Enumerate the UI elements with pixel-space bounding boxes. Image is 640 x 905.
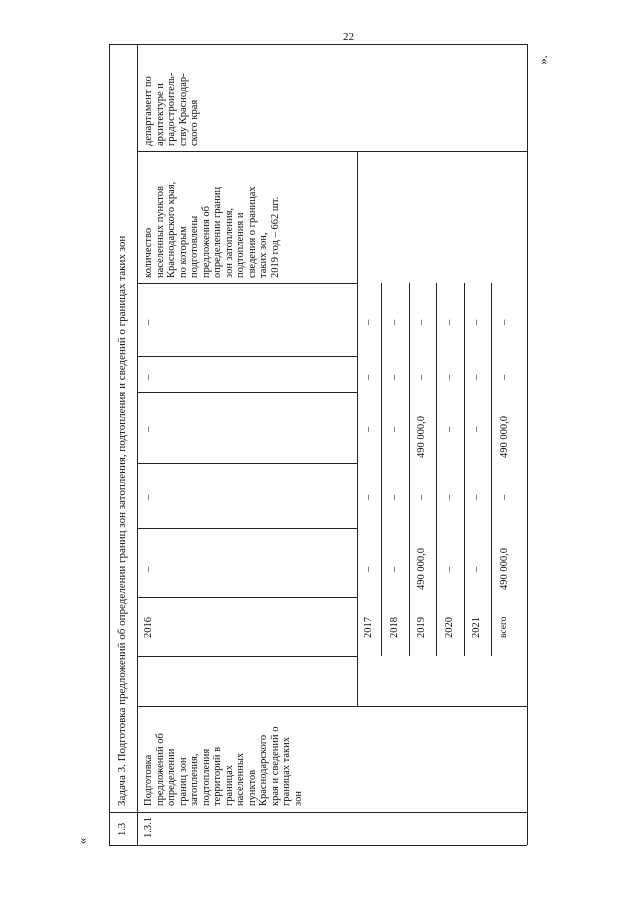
table-border	[436, 283, 437, 656]
table-border	[137, 151, 527, 152]
table-border	[137, 356, 357, 357]
year-cell: всего	[499, 616, 509, 638]
amount-cell: –	[143, 426, 154, 432]
amount-cell: –	[471, 566, 482, 572]
table-border	[137, 44, 138, 845]
year-cell: 2021	[471, 617, 482, 638]
year-cell: 2017	[363, 617, 374, 638]
amount-cell: 490 000,0	[499, 416, 510, 458]
amount-cell: –	[499, 374, 510, 380]
amount-cell: 490 000,0	[416, 416, 427, 458]
amount-cell: –	[444, 566, 455, 572]
page-number: 22	[343, 31, 354, 43]
amount-cell: –	[363, 319, 374, 325]
table-border	[137, 392, 357, 393]
amount-cell: –	[444, 374, 455, 380]
amount-cell: –	[499, 494, 510, 500]
amount-cell: 490 000,0	[416, 548, 427, 590]
row-number: 1.3.1	[143, 817, 154, 838]
table-border	[109, 44, 527, 45]
amount-cell: –	[389, 494, 400, 500]
table-border	[409, 283, 410, 656]
amount-cell: –	[143, 494, 154, 500]
amount-cell: –	[416, 319, 427, 325]
row-name: Подготовка предложений об определении границ зон затопления, подтопления территорий в границах населенных пунктов Краснодарского края и сведений о границах таких зон	[143, 726, 304, 806]
table-border	[109, 44, 110, 845]
opening-quote: «	[74, 837, 90, 845]
amount-cell: –	[471, 426, 482, 432]
table-border	[109, 812, 137, 813]
year-cell: 2016	[143, 617, 154, 638]
section-number: 1.3	[117, 822, 128, 836]
year-cell: 2020	[444, 617, 455, 638]
amount-cell: –	[416, 494, 427, 500]
section-title: Задача 3. Подготовка предложений об определении границ зон затопления, подтопления и сведений о границах таких зон	[116, 235, 128, 806]
table-border	[137, 812, 527, 813]
amount-cell: –	[444, 319, 455, 325]
table-border	[137, 283, 357, 284]
table-border	[491, 283, 492, 656]
table-border	[109, 845, 527, 846]
table-border	[357, 151, 358, 706]
amount-cell: 490 000,0	[499, 548, 510, 590]
year-cell: 2019	[416, 617, 427, 638]
amount-cell: –	[444, 426, 455, 432]
amount-cell: –	[143, 374, 154, 380]
table-border	[137, 597, 357, 598]
table-border	[464, 283, 465, 656]
amount-cell: –	[389, 426, 400, 432]
amount-cell: –	[143, 319, 154, 325]
table-border	[527, 44, 528, 845]
amount-cell: –	[363, 566, 374, 572]
amount-cell: –	[363, 426, 374, 432]
year-cell: 2018	[389, 617, 400, 638]
table-border	[137, 463, 357, 464]
amount-cell: –	[416, 374, 427, 380]
table-border	[137, 656, 357, 657]
amount-cell: –	[389, 374, 400, 380]
responsible-executor: департамент по архитектуре и градостроитель- ству Краснодар- ского края	[143, 72, 200, 146]
amount-cell: –	[363, 494, 374, 500]
amount-cell: –	[444, 494, 455, 500]
table-border	[137, 528, 357, 529]
amount-cell: –	[471, 374, 482, 380]
amount-cell: –	[389, 566, 400, 572]
amount-cell: –	[471, 319, 482, 325]
closing-quote: ».	[534, 55, 550, 65]
amount-cell: –	[499, 319, 510, 325]
table-border	[381, 283, 382, 656]
amount-cell: –	[143, 566, 154, 572]
amount-cell: –	[363, 374, 374, 380]
amount-cell: –	[471, 494, 482, 500]
amount-cell: –	[389, 319, 400, 325]
result-indicator: количество населенных пунктов Краснодарского края, по которым подготовлены предложения об определении границ зон затопления, подтопления и сведения о границах таких зон, 2019 год – 662 шт.	[143, 181, 281, 278]
